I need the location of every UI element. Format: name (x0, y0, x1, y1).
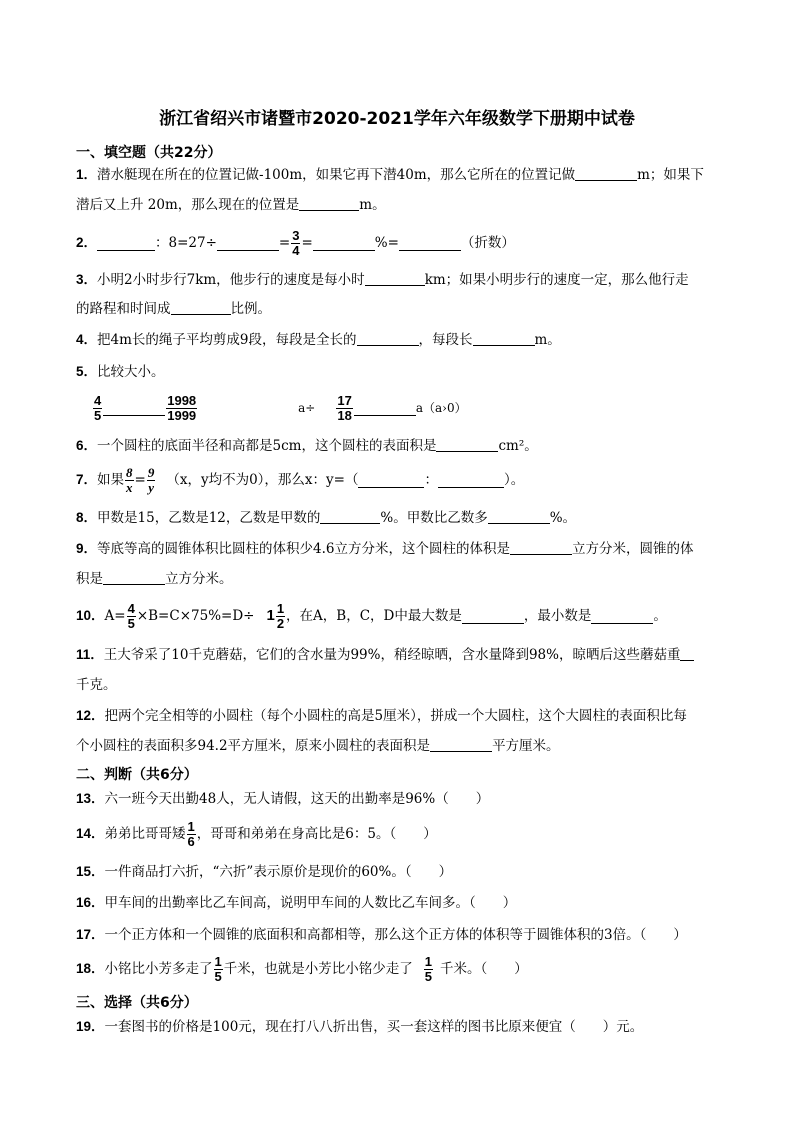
question-17: 17．一个正方体和一个圆锥的底面积和高都相等，那么这个正方体的体积等于圆锥体积的3倍。（ ） (76, 927, 687, 943)
question-2: 2． ：8=27÷ = $\frac{3}{4}$ = %= （折数） (76, 227, 515, 258)
question-8: 8．甲数是15，乙数是12，乙数是甲数的 %。甲数比乙数多 %。 (76, 510, 577, 526)
question-5: 5．比较大小。 (76, 364, 165, 380)
fraction: $\frac{17}{18}$ (337, 392, 352, 423)
question-12-cont: 个小圆柱的表面积多94.2平方厘米，原来小圆柱的表面积是 平方厘米。 (76, 738, 560, 754)
section-heading-choice: 三、选择（共6分） (76, 995, 198, 1011)
answer-blank[interactable] (575, 166, 637, 181)
question-12: 12．把两个完全相等的小圆柱（每个小圆柱的高是5厘米），拼成一个大圆柱，这个大圆柱的表面积比每 (76, 708, 687, 724)
answer-blank[interactable] (399, 236, 461, 251)
answer-blank[interactable] (473, 331, 535, 346)
question-11: 11．王大爷采了10千克蘑菇，它们的含水量为99%，稍经晾晒，含水量降到98%，晾晒后这些蘑菇重 (76, 645, 726, 665)
section-heading-judgement: 二、判断（共6分） (76, 767, 198, 783)
question-3: 3．小明2小时步行7km，他步行的速度是每小时 km；如果小明步行的速度一定，那么他行走 (76, 272, 689, 288)
answer-blank[interactable] (357, 331, 419, 346)
answer-blank[interactable] (488, 509, 550, 524)
answer-blank[interactable] (436, 437, 498, 452)
answer-blank[interactable] (299, 196, 359, 211)
answer-blank[interactable] (462, 609, 524, 624)
question-5-compare: $\frac{4}{5}$ $\frac{1998}{1999}$ a÷ $\frac{17}{18}$ a（a›0） (94, 392, 467, 423)
answer-blank[interactable] (591, 609, 653, 624)
question-18: 18． 小铭比小芳多走了 $\frac{1}{5}$ 千米，也就是小芳比小铭少走了 $\frac{1}{5}$ 千米。（ ） (76, 953, 528, 984)
question-16: 16．甲车间的出勤率比乙车间高，说明甲车间的人数比乙车间多。（ ） (76, 895, 517, 911)
answer-blank[interactable] (217, 236, 279, 251)
question-1: 1．潜水艇现在所在的位置记做-100m，如果它再下潜40m，那么它所在的位置记做 m；如果下 (76, 167, 704, 183)
question-13: 13．六一班今天出勤48人，无人请假，这天的出勤率是96%（ ） (76, 791, 490, 807)
question-14: 14． 弟弟比哥哥矮 $\frac{1}{6}$ ，哥哥和弟弟在身高比是6：5。（ ） (76, 818, 437, 849)
question-19: 19．一套图书的价格是100元，现在打八八折出售，买一套这样的图书比原来便宜（ ）元。 (76, 1019, 644, 1035)
fraction: $\frac{1998}{1999}$ (167, 392, 197, 423)
question-9: 9．等底等高的圆锥体积比圆柱的体积少4.6立方分米，这个圆柱的体积是 立方分米，圆锥的体 (76, 541, 694, 557)
answer-blank[interactable] (358, 473, 424, 488)
fraction: $\frac{4}{5}$ (94, 392, 102, 423)
question-11-cont: 千克。 (76, 677, 117, 693)
answer-blank[interactable] (171, 300, 231, 315)
answer-blank[interactable] (354, 401, 416, 416)
page-title: 浙江省绍兴市诸暨市2020-2021学年六年级数学下册期中试卷 (159, 109, 635, 129)
fraction: $\frac{1}{5}$ (214, 953, 222, 984)
question-15: 15．一件商品打六折，“六折”表示原价是现价的60%。（ ） (76, 864, 453, 880)
answer-blank[interactable] (430, 737, 492, 752)
fraction: $\frac{1}{2}$ (276, 600, 285, 631)
question-4: 4．把4m长的绳子平均剪成9段，每段是全长的 ，每段长 m。 (76, 332, 561, 348)
answer-blank[interactable] (97, 236, 155, 251)
question-10: 10． A= $\frac{4}{5}$ ×B=C×75%=D÷ 1 $\frac{1}{2}$ ，在A，B，C，D中最大数是 ，最小数是 。 (76, 600, 667, 631)
question-6: 6．一个圆柱的底面半径和高都是5cm，这个圆柱的表面积是 cm²。 (76, 438, 538, 454)
question-7: 7． 如果 $\frac{8}{x}$ = $\frac{9}{y}$ （x，y均不为0），那么x：y=（ ： ）。 (76, 464, 525, 495)
question-3-cont: 的路程和时间成 比例。 (76, 301, 271, 317)
answer-blank[interactable] (103, 401, 165, 416)
answer-blank[interactable] (320, 509, 380, 524)
section-heading-fill-in: 一、填空题（共22分） (76, 145, 222, 161)
answer-blank[interactable] (365, 271, 425, 286)
fraction: $\frac{1}{5}$ (424, 953, 432, 984)
fraction: $\frac{4}{5}$ (127, 600, 135, 631)
fraction: $\frac{1}{6}$ (187, 818, 195, 849)
answer-blank[interactable] (103, 570, 165, 585)
answer-blank[interactable] (313, 236, 375, 251)
fraction: $\frac{8}{x}$ (126, 464, 133, 495)
question-1-cont: 潜后又上升 20m，那么现在的位置是 m。 (76, 197, 386, 213)
answer-blank[interactable] (510, 540, 572, 555)
question-9-cont: 积是 立方分米。 (76, 571, 233, 587)
answer-blank[interactable] (438, 473, 504, 488)
answer-blank[interactable] (680, 646, 694, 661)
fraction: $\frac{9}{y}$ (147, 464, 155, 495)
fraction: $\frac{3}{4}$ (292, 227, 300, 258)
